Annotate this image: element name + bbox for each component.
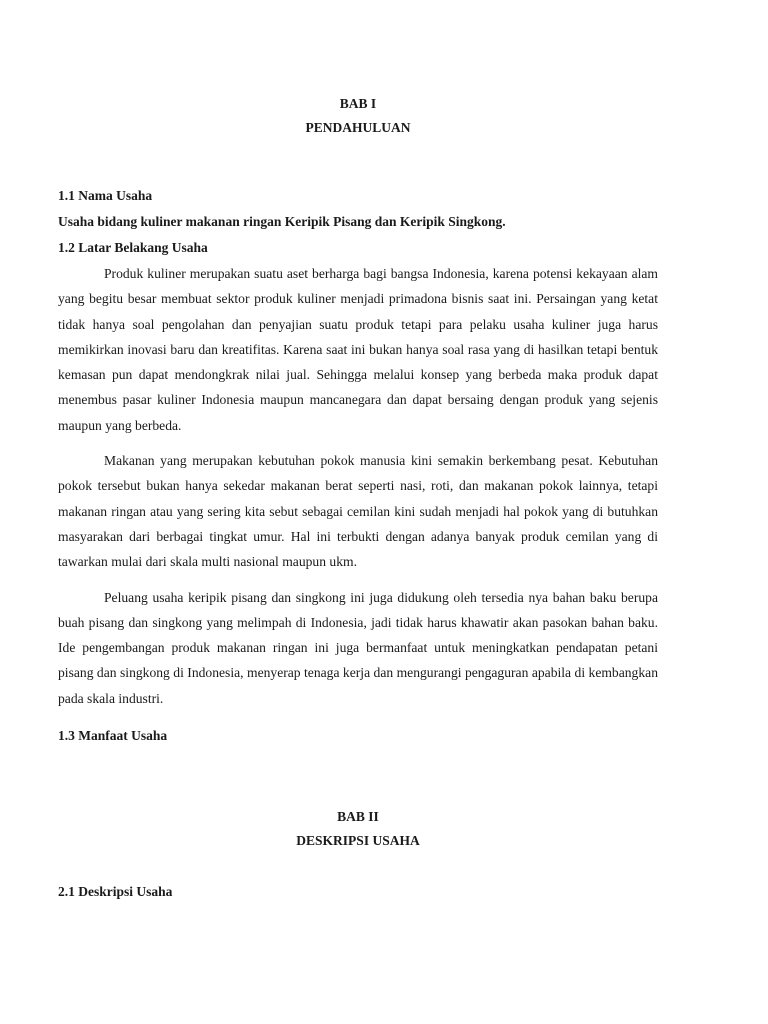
spacer: [58, 575, 658, 585]
spacer: [58, 438, 658, 448]
spacer: [58, 749, 658, 805]
spacer: [58, 853, 658, 879]
spacer: [58, 140, 658, 183]
body-paragraph-1: Produk kuliner merupakan suatu aset berharga bagi bangsa Indonesia, karena potensi kekayaan alam yang begitu besar membuat sektor produk kuliner menjadi primadona bisnis saat ini. Persaingan yang ketat tidak hanya soal pengolahan dan penyajian suatu produk tetapi para pelaku usaha kuliner juga harus memikirkan inovasi baru dan kreatifitas. Karena saat ini bukan hanya soal rasa yang di hasilkan tetapi bentuk kemasan pun dapat mendongkrak nilai jual. Sehingga melalui konsep yang berbeda maka produk dapat menembus pasar kuliner Indonesia maupun mancanegara dan dapat bersaing dengan produk yang sejenis maupun yang berbeda.: [58, 266, 658, 433]
business-name-text: Usaha bidang kuliner makanan ringan Keripik Pisang dan Keripik Singkong.: [58, 214, 506, 229]
body-paragraph-2: Makanan yang merupakan kebutuhan pokok manusia kini semakin berkembang pesat. Kebutuhan pokok tersebut bukan hanya sekedar makanan berat seperti nasi, roti, dan makanan pokok lainnya, tetapi makanan ringan atau yang sering kita sebut sebagai cemilan kini sudah menjadi hal pokok yang di butuhkan masyarakan dari berbagai tingkat umur. Hal ini terbukti dengan adanya banyak produk cemilan yang di tawarkan mulai dari skala multi nasional maupun ukm.: [58, 453, 658, 570]
chapter-label: BAB II: [337, 809, 379, 825]
spacer: [58, 711, 658, 723]
chapter-title: PENDAHULUAN: [305, 120, 411, 135]
chapter-title: DESKRIPSI USAHA: [296, 833, 420, 849]
section-heading-1-1: 1.1 Nama Usaha: [58, 188, 153, 203]
section-heading-2-1: 2.1 Deskripsi Usaha: [58, 884, 173, 900]
section-heading-1-2: 1.2 Latar Belakang Usaha: [58, 240, 208, 255]
section-heading-1-3: 1.3 Manfaat Usaha: [58, 728, 168, 744]
document-page: [58, 92, 658, 905]
chapter-label: BAB I: [339, 96, 377, 111]
body-paragraph-3: Peluang usaha keripik pisang dan singkong ini juga didukung oleh tersedia nya bahan baku berupa buah pisang dan singkong yang melimpah di Indonesia, jadi tidak harus khawatir akan pasokan bahan baku. Ide pengembangan produk makanan ringan ini juga bermanfaat untuk meningkatkan pendapatan petani pisang dan singkong di Indonesia, menyerap tenaga kerja dan mengurangi pengaguran apabila di kembangkan pada skala industri.: [58, 589, 658, 706]
